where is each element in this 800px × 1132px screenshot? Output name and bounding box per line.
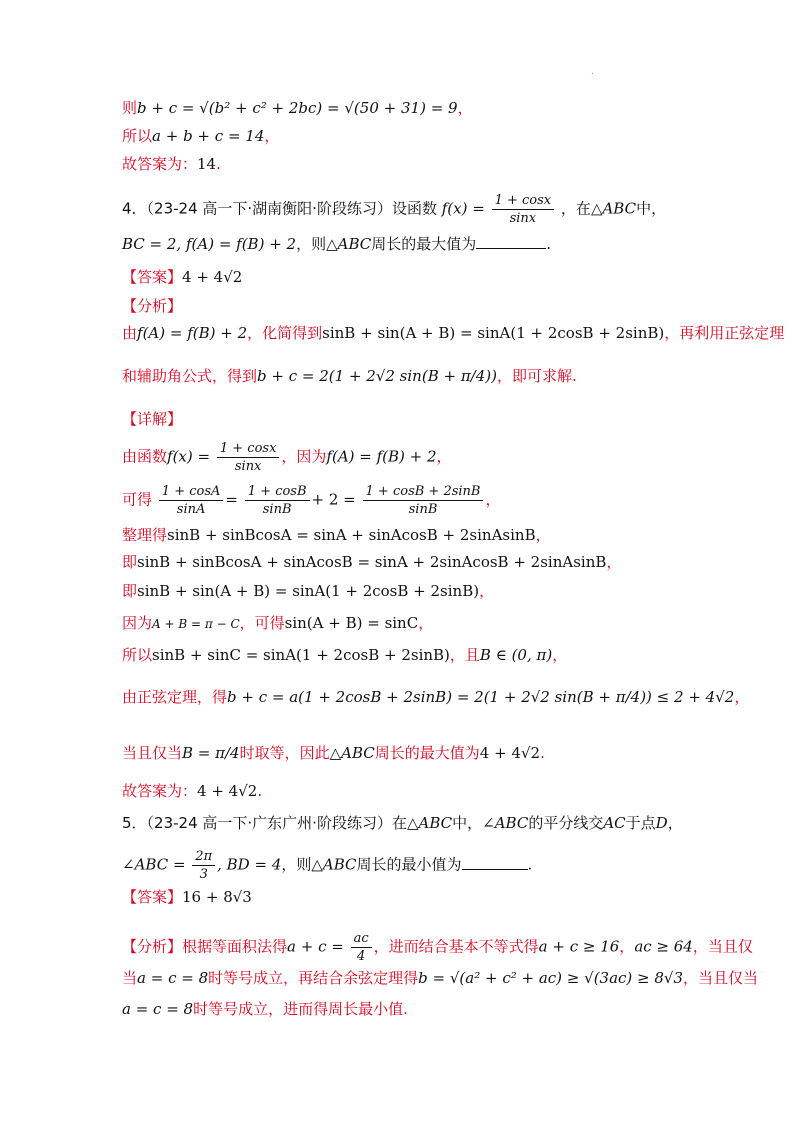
fraction: $\frac{1 + \cos A}{\sin A}$ [159, 483, 224, 518]
detail-line-10: 故答案为：4 + 4√2. [122, 782, 263, 800]
question-5-answer: 【答案】16 + 8√3 [122, 888, 252, 906]
final-answer-line: 故答案为：14. [122, 155, 221, 173]
detail-line-4: 即sinB + sinBcosA + sinAcosB = sinA + 2sinAcosB + 2sinAsinB， [122, 553, 622, 571]
corner-mark: . [590, 66, 594, 77]
question-4-stem-line2: BC = 2, f(A) = f(B) + 2，则△ABC周长的最大值为 . [122, 235, 552, 253]
answer-blank [462, 855, 528, 870]
question-4-analysis-line1: 由f(A) = f(B) + 2，化简得到sinB + sin(A + B) = sinA(1 + 2cosB + 2sinB)，再利用正弦定理 [122, 324, 785, 342]
detail-line-1: 由函数f(x) = $\frac{1 + \cos x}{\sin x}$ ，因为f(A) = f(B) + 2， [122, 441, 452, 474]
question-5-stem: 5．（23-24 高一下·广东广州·阶段练习）在△ABC中，∠ABC的平分线交AC于点D， [122, 814, 683, 832]
question-4-analysis-line2: 和辅助角公式，得到b + c = 2(1 + 2√2 sin(B + π/4))，即可求解. [122, 367, 577, 385]
detail-line-6: 因为A + B = π − C，可得sin(A + B) = sinC， [122, 614, 434, 632]
fraction: $\frac{1 + \cos x}{\sin x}$ [492, 192, 555, 227]
question-4-stem: 4．（23-24 高一下·湖南衡阳·阶段练习）设函数 f(x) = $\frac{1 + \cos x}{\sin x}$ ，在△ABC中， [122, 193, 667, 226]
question-5-analysis-line2: 当a = c = 8时等号成立，再结合余弦定理得b = √(a² + c² + ac) ≥ √(3ac) ≥ 8√3，当且仅当 [122, 969, 759, 987]
fraction: $\frac{2\pi}{3}$ [192, 848, 215, 883]
fraction: $\frac{1 + \cos x}{\sin x}$ [217, 440, 280, 475]
solution-line-perimeter: 所以a + b + c = 14， [122, 127, 280, 145]
fraction: $\frac{ac}{4}$ [351, 930, 372, 965]
fraction: $\frac{1 + \cos B}{\sin B}$ [245, 483, 310, 518]
question-4-detail-tag: 【详解】 [122, 410, 183, 428]
answer-blank [476, 234, 546, 249]
detail-line-9: 当且仅当B = π/4时取等，因此△ABC周长的最大值为4 + 4√2. [122, 744, 545, 762]
question-5-stem-line2: ∠ABC = $\frac{2\pi}{3}$ , BD = 4，则△ABC周长的最小值为 . [122, 849, 533, 882]
solution-line-b-plus-c: 则b + c = √(b² + c² + 2bc) = √(50 + 31) = 9， [122, 99, 473, 117]
question-5-analysis-line1: 【分析】根据等面积法得a + c = $\frac{ac}{4}$ ，进而结合基本不等式得a + c ≥ 16，ac ≥ 64，当且仅 [122, 931, 753, 964]
detail-line-3: 整理得sinB + sinBcosA = sinA + sinAcosB + 2sinAsinB， [122, 526, 551, 544]
detail-line-5: 即sinB + sin(A + B) = sinA(1 + 2cosB + 2sinB)， [122, 582, 495, 600]
detail-line-7: 所以sinB + sinC = sinA(1 + 2cosB + 2sinB)，且B ∈ (0, π)， [122, 646, 568, 664]
question-4-answer: 【答案】4 + 4√2 [122, 268, 243, 286]
detail-line-2: 可得 $\frac{1 + \cos A}{\sin A}$ = $\frac{1 + \cos B}{\sin B}$ + 2 = $\frac{1 + \cos B + 2\sin B}{\sin B}$ ， [122, 484, 501, 517]
detail-line-8: 由正弦定理，得b + c = a(1 + 2cosB + 2sinB) = 2(1 + 2√2 sin(B + π/4)) ≤ 2 + 4√2， [122, 688, 750, 706]
fraction: $\frac{1 + \cos B + 2\sin B}{\sin B}$ [363, 483, 484, 518]
question-5-analysis-line3: a = c = 8时等号成立，进而得周长最小值. [122, 1000, 408, 1018]
question-4-analysis-tag: 【分析】 [122, 297, 183, 315]
